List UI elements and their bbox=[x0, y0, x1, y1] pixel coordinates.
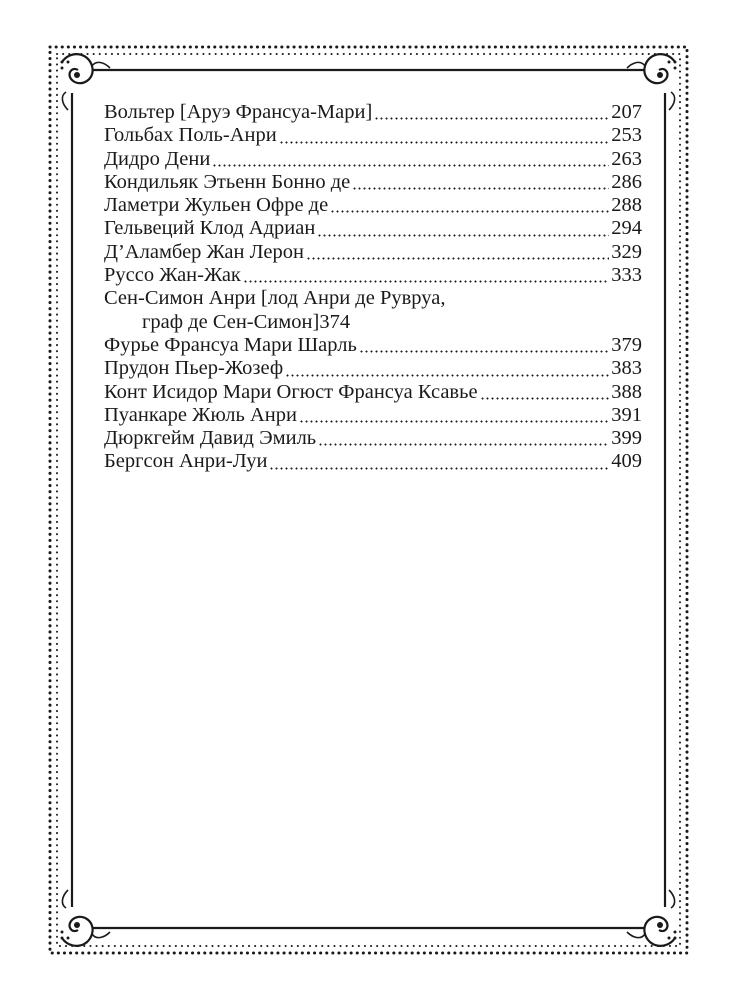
toc-entry-page: 374 bbox=[319, 310, 351, 333]
toc-entry-page: 383 bbox=[611, 357, 642, 380]
toc-entry[interactable] bbox=[104, 287, 642, 334]
toc-entry-name: Вольтер [Аруэ Франсуа-Мари] bbox=[104, 101, 373, 123]
table-of-contents bbox=[104, 101, 642, 474]
toc-entry-page: 333 bbox=[611, 264, 642, 287]
toc-entry-page: 207 bbox=[611, 101, 642, 123]
dot-leader bbox=[330, 210, 609, 213]
toc-entry-name: Бергсон Анри-Луи bbox=[104, 450, 268, 473]
toc-entry[interactable] bbox=[104, 194, 642, 217]
toc-entry-name: Дидро Дени bbox=[104, 147, 211, 170]
toc-entry-page: 263 bbox=[611, 147, 642, 170]
toc-entry[interactable] bbox=[104, 264, 642, 287]
toc-entry-page: 288 bbox=[611, 194, 642, 217]
dot-leader bbox=[352, 187, 609, 190]
toc-entry-name: Конт Исидор Мари Огюст Франсуа Ксавье bbox=[104, 380, 478, 403]
toc-entry[interactable] bbox=[104, 450, 642, 473]
toc-entry-page: 294 bbox=[611, 217, 642, 240]
toc-entry[interactable] bbox=[104, 427, 642, 450]
toc-entry[interactable] bbox=[104, 357, 642, 380]
toc-entry-name: Фурье Франсуа Мари Шарль bbox=[104, 333, 357, 356]
toc-entry[interactable] bbox=[104, 381, 642, 404]
dot-leader bbox=[318, 443, 609, 446]
dot-leader bbox=[374, 117, 609, 120]
toc-entry-name: Прудон Пьер-Жозеф bbox=[104, 357, 284, 380]
toc-entry-name: Дюркгейм Давид Эмиль bbox=[104, 427, 317, 450]
dot-leader bbox=[480, 397, 610, 400]
dot-leader bbox=[279, 141, 610, 144]
toc-entry-page: 391 bbox=[611, 403, 642, 426]
toc-entry-name-line1: Сен-Симон Анри [лод Анри де Рувруа, bbox=[104, 287, 446, 310]
dot-leader bbox=[317, 234, 609, 237]
toc-entry-page: 399 bbox=[611, 427, 642, 450]
dot-leader bbox=[299, 420, 609, 423]
toc-entry[interactable] bbox=[104, 334, 642, 357]
toc-entry[interactable] bbox=[104, 217, 642, 240]
toc-entry-page: 329 bbox=[611, 240, 642, 263]
toc-entry-name: Д’Аламбер Жан Лерон bbox=[104, 240, 304, 263]
toc-entry[interactable] bbox=[104, 241, 642, 264]
toc-entry-name: Руссо Жан-Жак bbox=[104, 264, 241, 287]
dot-leader bbox=[306, 257, 609, 260]
toc-entry-name-line2: граф де Сен-Симон] bbox=[142, 310, 320, 333]
toc-entry[interactable] bbox=[104, 404, 642, 427]
toc-entry-name: Гольбах Поль-Анри bbox=[104, 124, 277, 147]
toc-entry-name: Кондильяк Этьенн Бонно де bbox=[104, 170, 351, 193]
toc-entry-name: Пуанкаре Жюль Анри bbox=[104, 403, 297, 426]
toc-entry[interactable] bbox=[104, 171, 642, 194]
toc-entry-name: Гельвеций Клод Адриан bbox=[104, 217, 316, 240]
toc-entry-name: Ламетри Жульен Офре де bbox=[104, 194, 329, 217]
dot-leader bbox=[212, 164, 609, 167]
toc-entry-page: 379 bbox=[611, 333, 642, 356]
toc-entry[interactable] bbox=[104, 148, 642, 171]
toc-entry-page: 409 bbox=[611, 450, 642, 473]
toc-entry[interactable] bbox=[104, 124, 642, 147]
dot-leader bbox=[285, 374, 609, 377]
toc-entry-page: 253 bbox=[611, 124, 642, 147]
dot-leader bbox=[359, 350, 609, 353]
dot-leader bbox=[243, 280, 609, 283]
toc-entry[interactable] bbox=[104, 101, 642, 124]
dot-leader bbox=[269, 467, 609, 470]
toc-entry-page: 388 bbox=[611, 380, 642, 403]
toc-entry-page: 286 bbox=[611, 170, 642, 193]
